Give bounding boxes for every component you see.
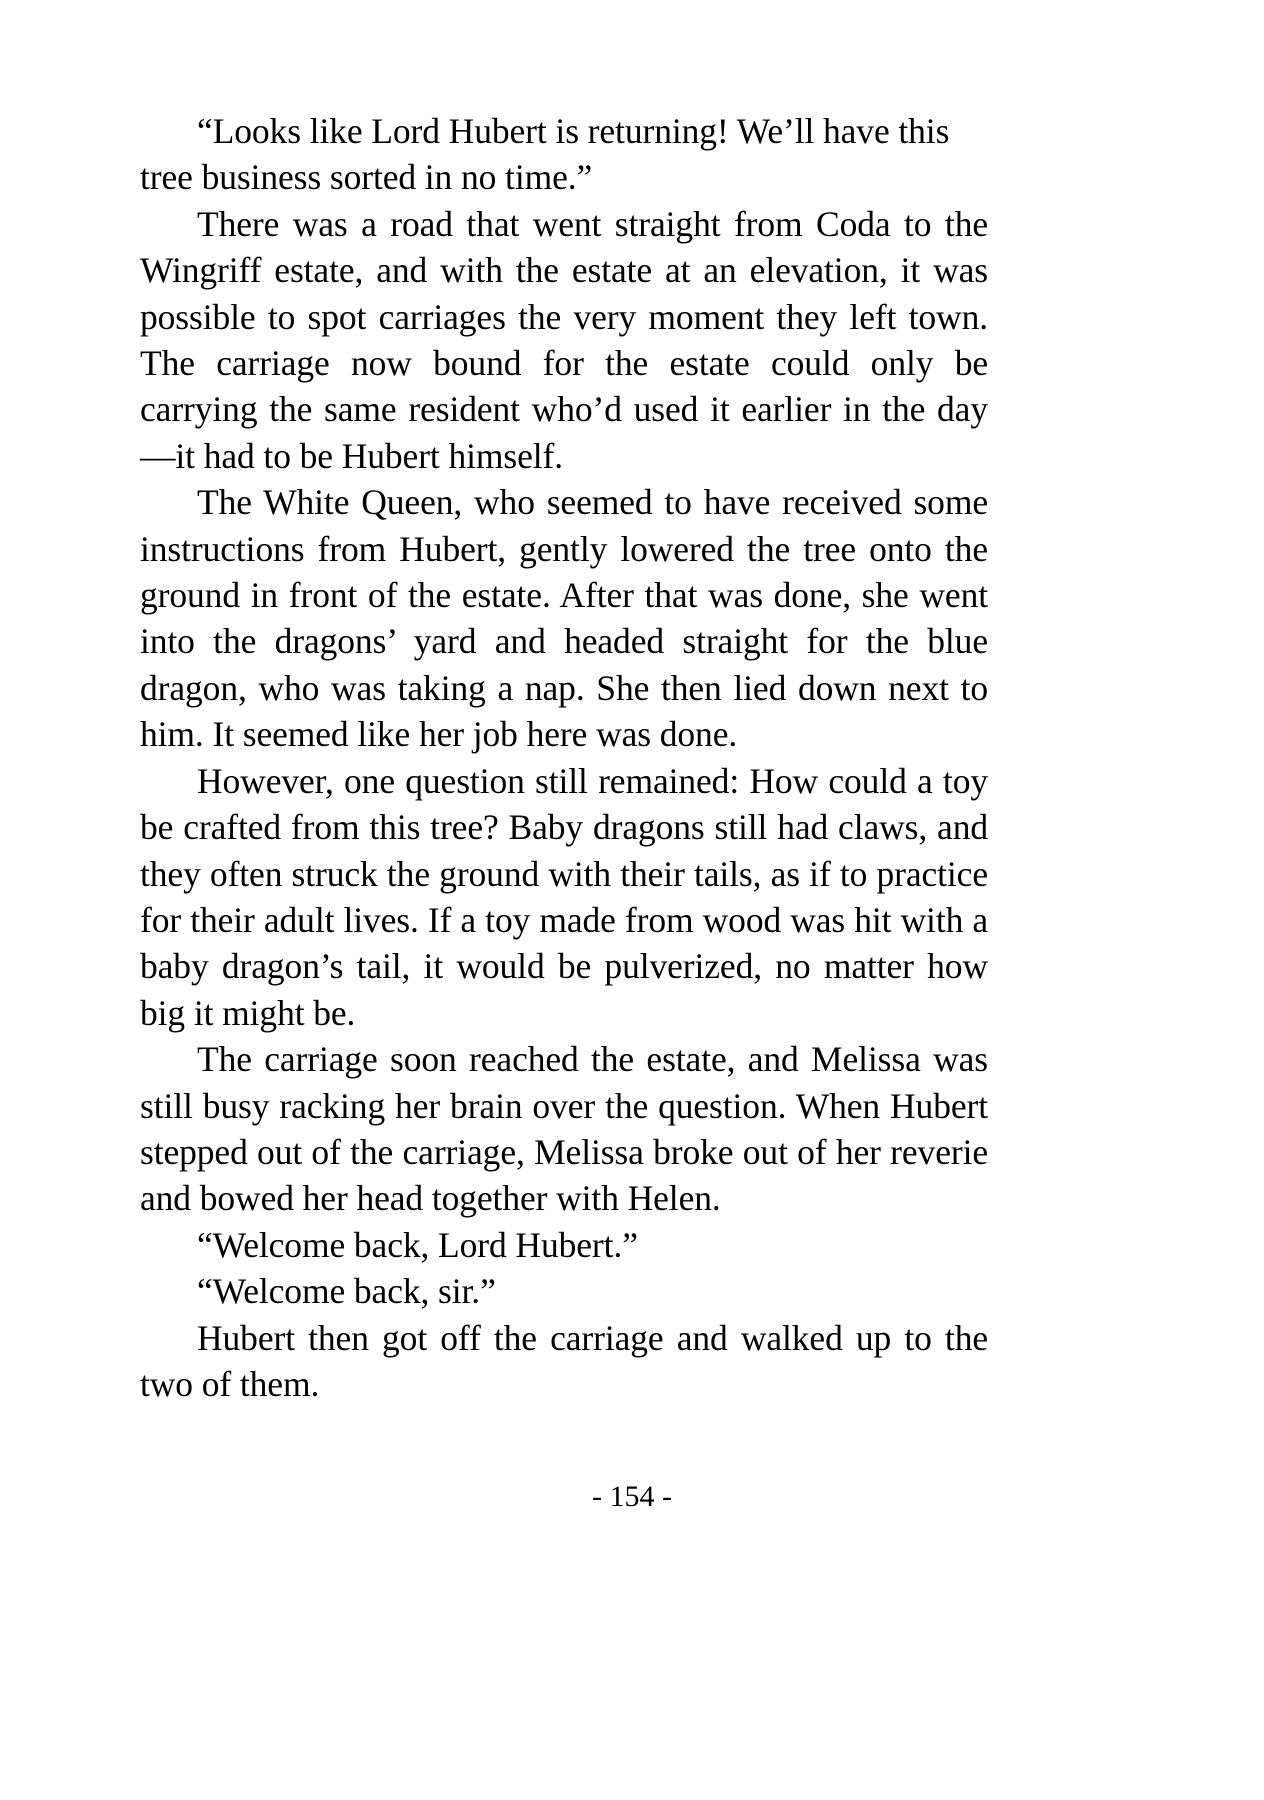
paragraph-2: There was a road that went straight from Coda to the Wingriff estate, and with the estate at an elevation, it was possible to spot carriages the very moment they left town. The carriage now bound for the estate could only be carrying the same resident who’d used it earlier in the day—it had to be Hubert himself. [140, 203, 988, 476]
paragraph-8: Hubert then got off the carriage and walked up to the two of them. [140, 1317, 988, 1404]
paragraph-4: However, one question still remained: How could a toy be crafted from this tree? Baby dragons still had claws, and they often struck the ground with their tails, as if to practice for their adult lives. If a toy made from wood was hit with a baby dragon’s tail, it would be pulverized, no matter how big it might be. [140, 760, 988, 1033]
paragraph-1: “Looks like Lord Hubert is returning! We’ll have this tree business sorted in no time.” [140, 111, 950, 198]
page-text-block [140, 108, 988, 1407]
paragraph-3: The White Queen, who seemed to have received some instructions from Hubert, gently lowered the tree onto the ground in front of the estate. After that was done, she went into the dragons’ yard and headed straight for the blue dragon, who was taking a nap. She then lied down next to him. It seemed like her job here was done. [140, 482, 988, 755]
paragraph-5: The carriage soon reached the estate, and Melissa was still busy racking her brain over the question. When Hubert stepped out of the carriage, Melissa broke out of her reverie and bowed her head together with Helen. [140, 1039, 988, 1219]
page-number: - 154 - [592, 1480, 672, 1513]
paragraph-7: “Welcome back, sir.” [197, 1271, 496, 1312]
paragraph-6: “Welcome back, Lord Hubert.” [197, 1224, 638, 1265]
